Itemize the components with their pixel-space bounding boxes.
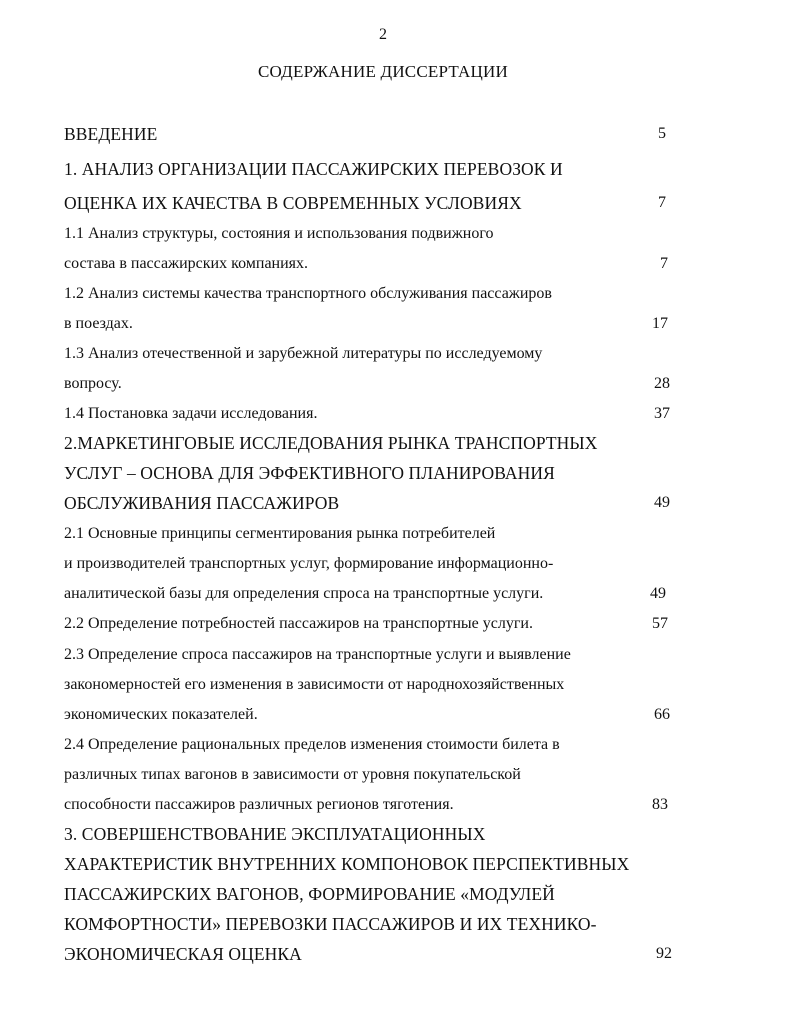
page-number: 2 <box>379 26 387 43</box>
toc-heading-line: 3. СОВЕРШЕНСТВОВАНИЕ ЭКСПЛУАТАЦИОННЫХ <box>64 824 486 844</box>
toc-page-number: 37 <box>654 405 670 422</box>
toc-heading-line: ХАРАКТЕРИСТИК ВНУТРЕННИХ КОМПОНОВОК ПЕРСПЕКТИВНЫХ <box>64 854 630 874</box>
toc-page-number: 28 <box>654 375 670 392</box>
toc-entry-line: экономических показателей. <box>64 706 258 723</box>
toc-page-number: 49 <box>650 585 666 602</box>
toc-page-number: 83 <box>652 796 668 813</box>
toc-heading-line: 1. АНАЛИЗ ОРГАНИЗАЦИИ ПАССАЖИРСКИХ ПЕРЕВОЗОК И <box>64 159 563 179</box>
toc-entry-line: различных типах вагонов в зависимости от уровня покупательской <box>64 766 521 783</box>
toc-entry-line: вопросу. <box>64 375 122 392</box>
toc-heading-line: ПАССАЖИРСКИХ ВАГОНОВ, ФОРМИРОВАНИЕ «МОДУЛЕЙ <box>64 884 555 904</box>
toc-heading-line: КОМФОРТНОСТИ» ПЕРЕВОЗКИ ПАССАЖИРОВ И ИХ ТЕХНИКО- <box>64 914 597 934</box>
toc-entry-line: способности пассажиров различных регионов тяготения. <box>64 796 454 813</box>
toc-heading-line: УСЛУГ – ОСНОВА ДЛЯ ЭФФЕКТИВНОГО ПЛАНИРОВАНИЯ <box>64 463 555 483</box>
toc-page-number: 66 <box>654 706 670 723</box>
toc-entry-line: в поездах. <box>64 315 133 332</box>
toc-page-number: 57 <box>652 615 668 632</box>
toc-heading-line: ОЦЕНКА ИХ КАЧЕСТВА В СОВРЕМЕННЫХ УСЛОВИЯХ <box>64 193 522 213</box>
toc-heading-line: 2.МАРКЕТИНГОВЫЕ ИССЛЕДОВАНИЯ РЫНКА ТРАНСПОРТНЫХ <box>64 433 598 453</box>
toc-entry-line: 1.1 Анализ структуры, состояния и использования подвижного <box>64 225 494 242</box>
toc-heading-line: ВВЕДЕНИЕ <box>64 124 158 144</box>
toc-entry-line: аналитической базы для определения спроса на транспортные услуги. <box>64 585 544 602</box>
toc-entry-line: 2.4 Определение рациональных пределов изменения стоимости билета в <box>64 736 560 753</box>
toc-entry-line: и производителей транспортных услуг, формирование информационно- <box>64 555 554 572</box>
page-title: СОДЕРЖАНИЕ ДИССЕРТАЦИИ <box>258 62 508 81</box>
toc-heading-line: ОБСЛУЖИВАНИЯ ПАССАЖИРОВ <box>64 493 340 513</box>
toc-entry-line: 1.4 Постановка задачи исследования. <box>64 405 318 422</box>
toc-page-number: 7 <box>658 194 666 211</box>
toc-page-number: 5 <box>658 125 666 142</box>
toc-page-number: 17 <box>652 315 668 332</box>
toc-entry-line: 1.2 Анализ системы качества транспортного обслуживания пассажиров <box>64 285 552 302</box>
toc-entry-line: 2.1 Основные принципы сегментирования рынка потребителей <box>64 525 496 542</box>
toc-page-number: 92 <box>656 945 672 962</box>
toc-entry-line: состава в пассажирских компаниях. <box>64 255 309 272</box>
toc-entry-line: 2.3 Определение спроса пассажиров на транспортные услуги и выявление <box>64 646 571 663</box>
toc-entry-line: 2.2 Определение потребностей пассажиров на транспортные услуги. <box>64 615 533 632</box>
toc-heading-line: ЭКОНОМИЧЕСКАЯ ОЦЕНКА <box>64 944 302 964</box>
toc-page-number: 49 <box>654 494 670 511</box>
toc-entry-line: 1.3 Анализ отечественной и зарубежной литературы по исследуемому <box>64 345 543 362</box>
toc-page-number: 7 <box>660 255 668 272</box>
toc-entry-line: закономерностей его изменения в зависимости от народнохозяйственных <box>64 676 565 693</box>
